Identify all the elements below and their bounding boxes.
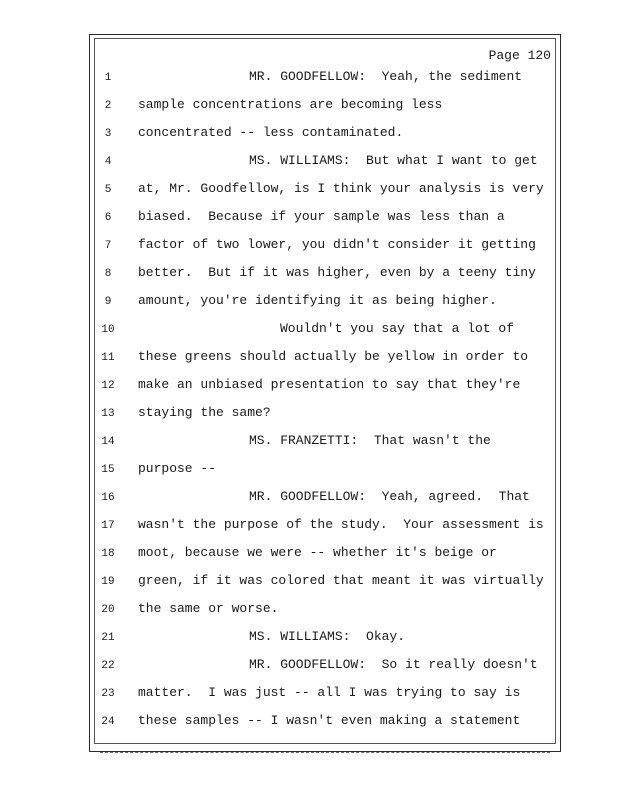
transcript-line	[0, 293, 618, 313]
line-text: MS. WILLIAMS: Okay.	[249, 629, 406, 644]
line-text: MS. WILLIAMS: But what I want to get	[249, 153, 538, 168]
line-text: better. But if it was higher, even by a teeny tiny	[138, 265, 536, 280]
transcript-line	[0, 209, 618, 229]
transcript-line	[0, 97, 618, 117]
line-number: 2	[104, 100, 112, 112]
transcript-line	[0, 489, 618, 509]
line-text: MR. GOODFELLOW: Yeah, agreed. That	[249, 489, 530, 504]
line-text: these samples -- I wasn't even making a statement	[138, 713, 521, 728]
line-number: 12	[101, 380, 115, 392]
line-text: make an unbiased presentation to say that they're	[138, 377, 521, 392]
transcript-line	[0, 517, 618, 537]
line-text: concentrated -- less contaminated.	[138, 125, 404, 140]
line-text: wasn't the purpose of the study. Your assessment is	[138, 517, 544, 532]
line-number: 13	[101, 408, 115, 420]
line-number: 18	[101, 548, 115, 560]
transcript-line	[0, 181, 618, 201]
line-number: 7	[104, 240, 112, 252]
line-text: these greens should actually be yellow in order to	[138, 349, 529, 364]
line-number: 24	[101, 716, 115, 728]
line-text: purpose --	[138, 461, 217, 476]
transcript-line	[0, 405, 618, 425]
line-text: MR. GOODFELLOW: Yeah, the sediment	[249, 69, 523, 84]
transcript-line	[0, 265, 618, 285]
line-number: 6	[104, 212, 112, 224]
transcript-line	[0, 601, 618, 621]
line-number: 15	[101, 464, 115, 476]
line-number: 10	[101, 324, 115, 336]
transcript-line	[0, 321, 618, 341]
line-text: biased. Because if your sample was less than a	[138, 209, 505, 224]
line-text: the same or worse.	[138, 601, 279, 616]
transcript-line	[0, 153, 618, 173]
line-number: 14	[101, 436, 115, 448]
line-text: MS. FRANZETTI: That wasn't the	[249, 433, 491, 448]
line-number: 17	[101, 520, 115, 532]
line-number: 16	[101, 492, 115, 504]
transcript-line	[0, 125, 618, 145]
transcript-line	[0, 713, 618, 733]
transcript-line	[0, 69, 618, 89]
page-number: Page 120	[488, 48, 551, 63]
transcript-line	[0, 377, 618, 397]
transcript-line	[0, 657, 618, 677]
line-number: 8	[104, 268, 112, 280]
bottom-rule	[100, 752, 550, 753]
line-text: factor of two lower, you didn't consider it getting	[138, 237, 536, 252]
transcript-line	[0, 573, 618, 593]
line-text: staying the same?	[138, 405, 271, 420]
line-text: at, Mr. Goodfellow, is I think your analysis is very	[138, 181, 544, 196]
line-text: moot, because we were -- whether it's beige or	[138, 545, 497, 560]
line-number: 21	[101, 632, 115, 644]
transcript-line	[0, 461, 618, 481]
transcript-line	[0, 685, 618, 705]
line-text: MR. GOODFELLOW: So it really doesn't	[249, 657, 538, 672]
line-number: 1	[104, 72, 112, 84]
line-number: 5	[104, 184, 112, 196]
transcript-line	[0, 349, 618, 369]
line-number: 20	[101, 604, 115, 616]
line-text: matter. I was just -- all I was trying to say is	[138, 685, 521, 700]
line-number: 9	[104, 296, 112, 308]
line-text: amount, you're identifying it as being higher.	[138, 293, 497, 308]
transcript-line	[0, 433, 618, 453]
transcript-line	[0, 545, 618, 565]
line-text: Wouldn't you say that a lot of	[280, 321, 515, 336]
line-number: 11	[101, 352, 115, 364]
line-number: 22	[101, 660, 115, 672]
transcript-line	[0, 237, 618, 257]
line-number: 3	[104, 128, 112, 140]
line-text: sample concentrations are becoming less	[138, 97, 443, 112]
line-number: 23	[101, 688, 115, 700]
transcript-line	[0, 629, 618, 649]
line-number: 19	[101, 576, 115, 588]
line-text: green, if it was colored that meant it was virtually	[138, 573, 544, 588]
line-number: 4	[104, 156, 112, 168]
